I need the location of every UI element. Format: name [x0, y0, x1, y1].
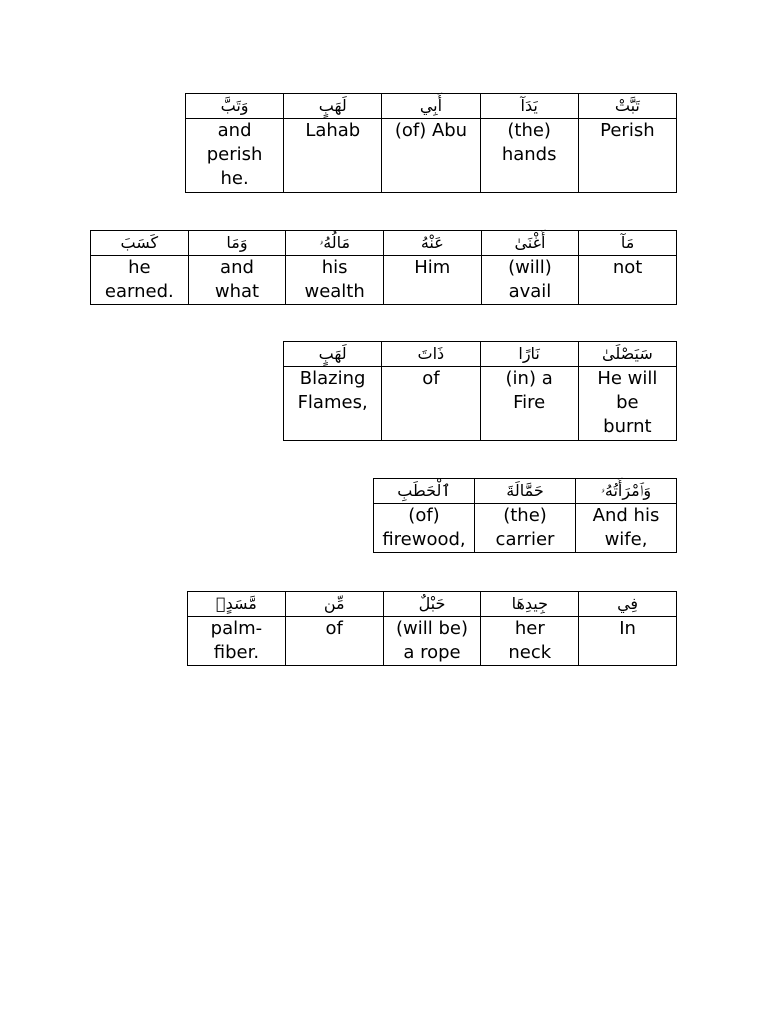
word-table-verse-1: [185, 93, 677, 193]
arabic-word: سَيَصْلَىٰ: [578, 342, 676, 367]
english-row: [374, 504, 677, 553]
english-translation: (of) firewood,: [374, 504, 475, 553]
english-translation: his wealth: [286, 256, 384, 305]
english-translation: In: [579, 617, 677, 666]
arabic-word: مَّسَدٍۭ: [188, 592, 286, 617]
arabic-word: حَمَّالَةَ: [475, 479, 576, 504]
english-translation: Perish: [578, 119, 676, 193]
arabic-word: يَدَآ: [480, 94, 578, 119]
word-table-verse-5: [187, 591, 677, 666]
word-table-verse-4: [373, 478, 677, 553]
english-translation: of: [382, 367, 480, 441]
english-row: [284, 367, 677, 441]
english-translation: He will be burnt: [578, 367, 676, 441]
english-translation: (will be) a rope: [383, 617, 481, 666]
arabic-row: [91, 231, 677, 256]
english-row: [188, 617, 677, 666]
arabic-word: ذَاتَ: [382, 342, 480, 367]
arabic-word: أَغْنَىٰ: [481, 231, 579, 256]
english-translation: (the) hands: [480, 119, 578, 193]
arabic-word: وَتَبَّ: [186, 94, 284, 119]
arabic-row: [374, 479, 677, 504]
english-row: [91, 256, 677, 305]
arabic-word: نَارًا: [480, 342, 578, 367]
arabic-word: حَبْلٌ: [383, 592, 481, 617]
arabic-word: كَسَبَ: [91, 231, 189, 256]
english-translation: and perish he.: [186, 119, 284, 193]
arabic-row: [186, 94, 677, 119]
english-translation: (in) a Fire: [480, 367, 578, 441]
arabic-row: [188, 592, 677, 617]
english-translation: (of) Abu: [382, 119, 480, 193]
english-translation: of: [285, 617, 383, 666]
english-translation: Lahab: [284, 119, 382, 193]
arabic-word: وَٱمْرَأَتُهُۥ: [576, 479, 677, 504]
english-translation: palm- fiber.: [188, 617, 286, 666]
arabic-word: فِي: [579, 592, 677, 617]
english-translation: he earned.: [91, 256, 189, 305]
arabic-word: مِّن: [285, 592, 383, 617]
arabic-word: عَنْهُ: [383, 231, 481, 256]
english-translation: And his wife,: [576, 504, 677, 553]
english-translation: (will) avail: [481, 256, 579, 305]
arabic-word: جِيدِهَا: [481, 592, 579, 617]
arabic-word: مَآ: [579, 231, 677, 256]
english-row: [186, 119, 677, 193]
english-translation: and what: [188, 256, 286, 305]
arabic-word: لَهَبٍ: [284, 342, 382, 367]
english-translation: (the) carrier: [475, 504, 576, 553]
english-translation: her neck: [481, 617, 579, 666]
english-translation: Blazing Flames,: [284, 367, 382, 441]
arabic-word: وَمَا: [188, 231, 286, 256]
arabic-word: أَبِي: [382, 94, 480, 119]
arabic-row: [284, 342, 677, 367]
arabic-word: لَهَبٍ: [284, 94, 382, 119]
arabic-word: ٱلْحَطَبِ: [374, 479, 475, 504]
english-translation: Him: [383, 256, 481, 305]
english-translation: not: [579, 256, 677, 305]
word-table-verse-3: [283, 341, 677, 441]
arabic-word: تَبَّتْ: [578, 94, 676, 119]
word-table-verse-2: [90, 230, 677, 305]
arabic-word: مَالُهُۥ: [286, 231, 384, 256]
